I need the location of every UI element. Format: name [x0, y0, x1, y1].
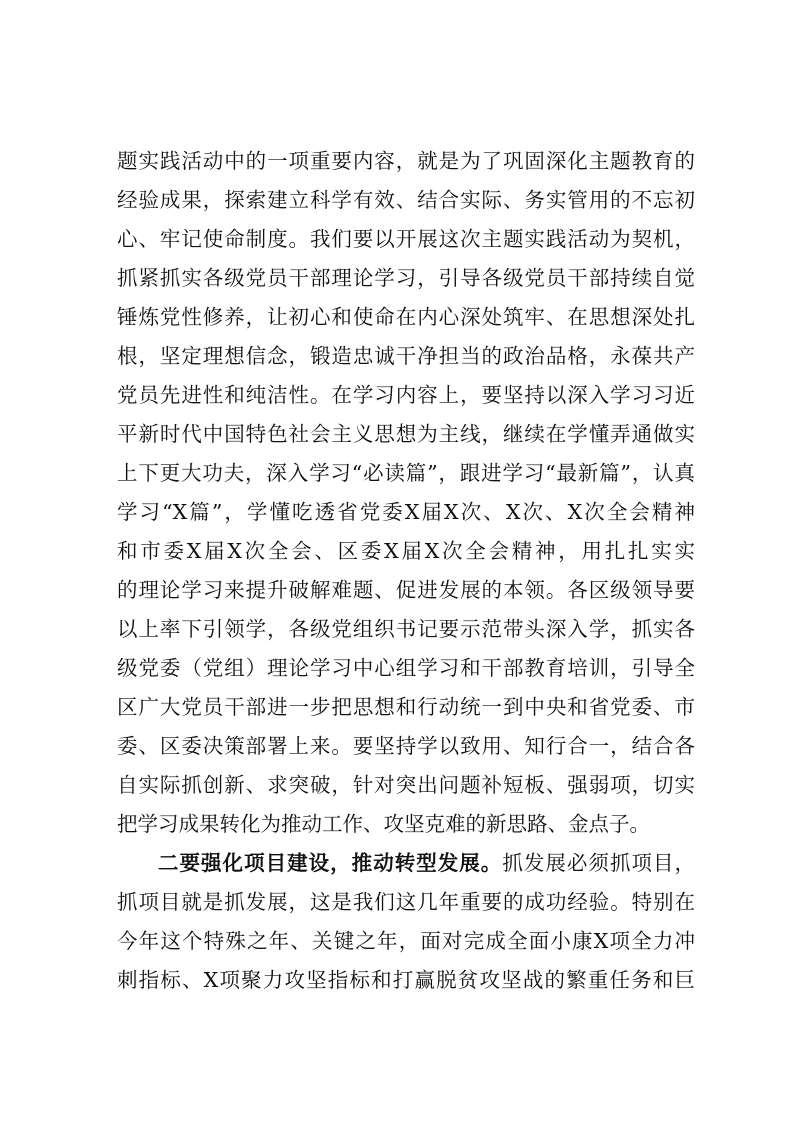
text-line: 和市委X届X次全会、区委X届X次全会精神，用扎扎实实: [117, 539, 695, 563]
text-line: 党员先进性和纯洁性。在学习内容上，要坚持以深入学习习近: [117, 383, 695, 407]
paragraph-lead-heading: 二要强化项目建设，推动转型发展。: [158, 851, 503, 875]
text-segment: 抓发展必须抓项目，: [502, 851, 696, 875]
text-line: 抓紧抓实各级党员干部理论学习，引导各级党员干部持续自觉: [117, 266, 695, 290]
text-line: 经验成果，探索建立科学有效、结合实际、务实管用的不忘初: [117, 188, 695, 212]
text-line: 抓项目就是抓发展，这是我们这几年重要的成功经验。特别在: [117, 890, 695, 914]
text-line: 委、区委决策部署上来。要坚持学以致用、知行合一，结合各: [117, 734, 695, 758]
text-line: 刺指标、X项聚力攻坚指标和打赢脱贫攻坚战的繁重任务和巨: [117, 968, 695, 992]
text-line: 自实际抓创新、求突破，针对突出问题补短板、强弱项，切实: [117, 773, 695, 797]
text-line: 的理论学习来提升破解难题、促进发展的本领。各区级领导要: [117, 578, 695, 602]
paragraph-1: [117, 142, 695, 844]
text-line: 级党委（党组）理论学习中心组学习和干部教育培训，引导全: [117, 656, 695, 680]
text-line: 把学习成果转化为推动工作、攻坚克难的新思路、金点子。: [117, 812, 650, 836]
text-line: 题实践活动中的一项重要内容，就是为了巩固深化主题教育的: [117, 149, 695, 173]
text-line: 以上率下引领学，各级党组织书记要示范带头深入学，抓实各: [117, 617, 695, 641]
text-line: 今年这个特殊之年、关键之年，面对完成全面小康X项全力冲: [117, 929, 695, 953]
text-line: 根，坚定理想信念，锻造忠诚干净担当的政治品格，永葆共产: [117, 344, 695, 368]
text-line: 上下更大功夫，深入学习“必读篇”，跟进学习“最新篇”，认真: [117, 461, 695, 485]
text-line: 学习“X篇”，学懂吃透省党委X届X次、X次、X次全会精神: [117, 500, 695, 524]
text-line: 锤炼党性修养，让初心和使命在内心深处筑牢、在思想深处扎: [117, 305, 695, 329]
text-line: 区广大党员干部进一步把思想和行动统一到中央和省党委、市: [117, 695, 695, 719]
text-line: 心、牢记使命制度。我们要以开展这次主题实践活动为契机，: [117, 227, 695, 251]
body-text: [117, 142, 695, 1000]
paragraph-2: [117, 844, 695, 1000]
text-line: [117, 844, 695, 883]
text-line: 平新时代中国特色社会主义思想为主线，继续在学懂弄通做实: [117, 422, 695, 446]
